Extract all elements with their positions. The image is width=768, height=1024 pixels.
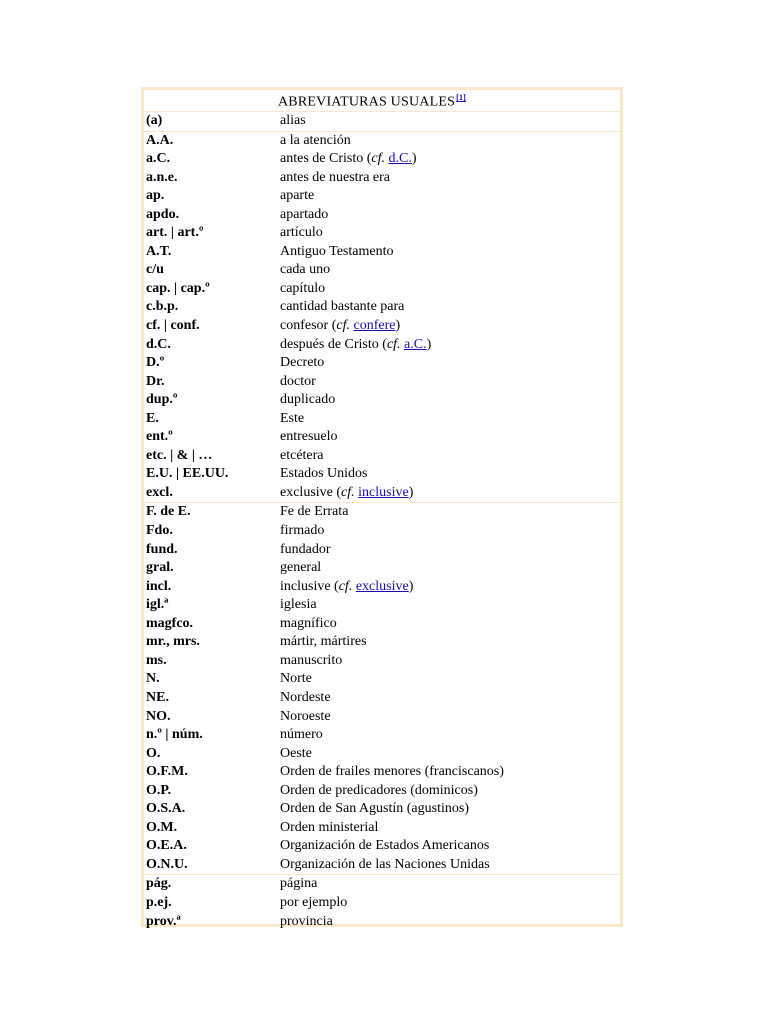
table-row [144, 708, 620, 727]
abbreviation-cell: etc. | & | … [146, 447, 213, 463]
meaning-cell: Organización de las Naciones Unidas [280, 856, 490, 872]
cf-abbreviation: cf. [386, 336, 401, 352]
meaning-text-end: ) [411, 151, 417, 167]
table-row [144, 503, 620, 522]
meaning-cell: antes de nuestra era [280, 169, 390, 185]
footnote-link[interactable]: [1] [456, 93, 467, 102]
abbreviation-cell: A.T. [146, 243, 172, 259]
cf-abbreviation: cf. [371, 151, 385, 167]
abbreviation-cell: igl.ª [146, 597, 169, 613]
meaning-cell: etcétera [280, 447, 324, 463]
table-row [144, 763, 620, 782]
meaning-cell: fundador [280, 541, 331, 557]
meaning-cell: alias [280, 113, 306, 128]
table-row [144, 819, 620, 838]
table-row [144, 800, 620, 819]
table-row [144, 112, 620, 131]
abbreviation-cell: O.P. [146, 782, 172, 798]
meaning-cell: Nordeste [280, 689, 331, 705]
meaning-cell: Decreto [280, 355, 325, 371]
table-section [144, 502, 620, 874]
cross-reference-link[interactable]: exclusive [355, 578, 409, 594]
abbreviation-cell: Dr. [146, 373, 165, 389]
meaning-text-end: ) [408, 484, 414, 500]
abbreviation-cell: mr., mrs. [146, 634, 200, 650]
meaning-cell: Antiguo Testamento [280, 243, 394, 259]
abbreviation-cell: D.º [146, 355, 165, 371]
abbreviation-cell: O.S.A. [146, 801, 186, 817]
abbreviation-cell: a.n.e. [146, 169, 178, 185]
meaning-cell: Oeste [280, 745, 312, 761]
table-row [144, 875, 620, 894]
abbreviation-cell: apdo. [146, 206, 180, 222]
abbreviation-cell: O.E.A. [146, 838, 187, 854]
meaning-cell [280, 485, 413, 501]
abbreviation-cell: n.º | núm. [146, 727, 203, 743]
table-row [144, 224, 620, 243]
meaning-cell: Orden ministerial [280, 819, 379, 835]
abbreviation-cell: ms. [146, 652, 167, 668]
table-row [144, 689, 620, 708]
abbreviations-table [141, 87, 623, 927]
table-row [144, 465, 620, 484]
meaning-cell: capítulo [280, 280, 326, 296]
meaning-cell: general [280, 560, 322, 576]
meaning-text-end: ) [395, 318, 401, 334]
table-row [144, 652, 620, 671]
table-row [144, 243, 620, 262]
abbreviation-cell: E.U. | EE.UU. [146, 466, 229, 482]
meaning-text: confesor ( [280, 318, 337, 334]
abbreviation-cell: gral. [146, 560, 174, 576]
meaning-cell [280, 337, 431, 353]
meaning-cell: provincia [280, 913, 333, 929]
table-row [144, 484, 620, 503]
table-row [144, 391, 620, 410]
meaning-text-end: ) [408, 578, 414, 594]
table-row [144, 837, 620, 856]
abbreviation-cell: F. de E. [146, 504, 191, 520]
meaning-cell: cantidad bastante para [280, 299, 405, 315]
meaning-cell: aparte [280, 188, 315, 204]
cross-reference-link[interactable]: confere [353, 318, 396, 334]
table-row [144, 670, 620, 689]
table-row [144, 894, 620, 913]
table-row [144, 373, 620, 392]
abbreviation-cell: art. | art.º [146, 225, 204, 241]
abbreviation-cell: p.ej. [146, 894, 172, 910]
abbreviation-cell: NO. [146, 708, 171, 724]
meaning-cell: Orden de predicadores (dominicos) [280, 782, 478, 798]
cross-reference-link[interactable]: d.C. [388, 151, 412, 167]
abbreviation-cell: N. [146, 671, 160, 687]
table-row [144, 913, 620, 932]
abbreviation-cell: (a) [146, 113, 163, 128]
abbreviation-cell: E. [146, 410, 159, 426]
abbreviation-cell: a.C. [146, 151, 171, 167]
meaning-cell: página [280, 876, 318, 892]
table-row [144, 354, 620, 373]
abbreviation-cell: A.A. [146, 132, 174, 148]
meaning-cell: magnífico [280, 615, 337, 631]
table-row [144, 206, 620, 225]
cf-abbreviation: cf. [336, 318, 350, 334]
table-row [144, 596, 620, 615]
abbreviation-cell: fund. [146, 541, 178, 557]
table-row [144, 410, 620, 429]
table-row [144, 559, 620, 578]
table-row [144, 726, 620, 745]
meaning-text: después de Cristo ( [280, 336, 387, 352]
meaning-cell: a la atención [280, 132, 351, 148]
meaning-cell: doctor [280, 373, 316, 389]
meaning-cell: Fe de Errata [280, 504, 349, 520]
meaning-cell: mártir, mártires [280, 634, 367, 650]
meaning-cell: Este [280, 410, 305, 426]
table-header [144, 90, 620, 111]
table-row [144, 280, 620, 299]
abbreviation-cell: d.C. [146, 336, 171, 352]
table-section [144, 131, 620, 503]
abbreviation-cell: ap. [146, 188, 165, 204]
table-row [144, 336, 620, 355]
abbreviation-cell: dup.º [146, 392, 178, 408]
meaning-text-end: ) [426, 336, 432, 352]
abbreviation-cell: cf. | conf. [146, 318, 200, 334]
abbreviation-cell: O. [146, 745, 161, 761]
meaning-text: inclusive ( [280, 578, 339, 594]
abbreviation-cell: incl. [146, 578, 172, 594]
cross-reference-link[interactable]: a.C. [404, 336, 427, 352]
meaning-cell: Orden de frailes menores (franciscanos) [280, 764, 504, 780]
cross-reference-link[interactable]: inclusive [358, 484, 409, 500]
table-row [144, 745, 620, 764]
meaning-cell: manuscrito [280, 652, 343, 668]
meaning-cell: firmado [280, 523, 325, 539]
meaning-cell: número [280, 727, 323, 743]
table-row [144, 428, 620, 447]
abbreviation-cell: c/u [146, 262, 164, 278]
table-row [144, 132, 620, 151]
meaning-cell: Organización de Estados Americanos [280, 838, 490, 854]
abbreviation-cell: O.M. [146, 819, 178, 835]
abbreviation-cell: pág. [146, 876, 172, 892]
table-row [144, 782, 620, 801]
meaning-text: exclusive ( [280, 484, 342, 500]
abbreviation-cell: excl. [146, 484, 173, 500]
meaning-cell: Orden de San Agustín (agustinos) [280, 801, 469, 817]
table-row [144, 261, 620, 280]
abbreviation-cell: Fdo. [146, 523, 173, 539]
table-row [144, 187, 620, 206]
meaning-cell: iglesia [280, 597, 317, 613]
table-row [144, 169, 620, 188]
meaning-cell [280, 151, 417, 167]
title-text: ABREVIATURAS USUALES [278, 94, 456, 110]
table-row [144, 522, 620, 541]
table-section [144, 111, 620, 131]
meaning-cell: Estados Unidos [280, 466, 368, 482]
abbreviation-cell: O.F.M. [146, 764, 188, 780]
table-row [144, 856, 620, 875]
table-row [144, 298, 620, 317]
meaning-cell [280, 318, 400, 334]
abbreviation-cell: NE. [146, 689, 169, 705]
meaning-cell: Norte [280, 671, 312, 687]
table-row [144, 578, 620, 597]
page-title [278, 93, 466, 111]
abbreviation-cell: ent.º [146, 429, 173, 445]
cf-abbreviation: cf. [341, 484, 355, 500]
table-row [144, 317, 620, 336]
abbreviation-cell: magfco. [146, 615, 194, 631]
abbreviation-cell: prov.ª [146, 913, 181, 929]
meaning-cell: entresuelo [280, 429, 338, 445]
meaning-cell: Noroeste [280, 708, 331, 724]
meaning-cell: por ejemplo [280, 894, 348, 910]
cf-abbreviation: cf. [338, 578, 353, 594]
table-row [144, 541, 620, 560]
meaning-cell: apartado [280, 206, 329, 222]
table-section [144, 874, 620, 931]
table-row [144, 615, 620, 634]
meaning-cell: cada uno [280, 262, 331, 278]
meaning-cell: duplicado [280, 392, 336, 408]
table-body [144, 111, 620, 931]
abbreviation-cell: cap. | cap.º [146, 280, 210, 296]
meaning-text: antes de Cristo ( [280, 151, 372, 167]
table-row [144, 447, 620, 466]
table-row [144, 633, 620, 652]
meaning-cell [280, 579, 413, 595]
table-row [144, 150, 620, 169]
abbreviation-cell: O.N.U. [146, 856, 188, 872]
abbreviation-cell: c.b.p. [146, 299, 179, 315]
meaning-cell: artículo [280, 225, 323, 241]
